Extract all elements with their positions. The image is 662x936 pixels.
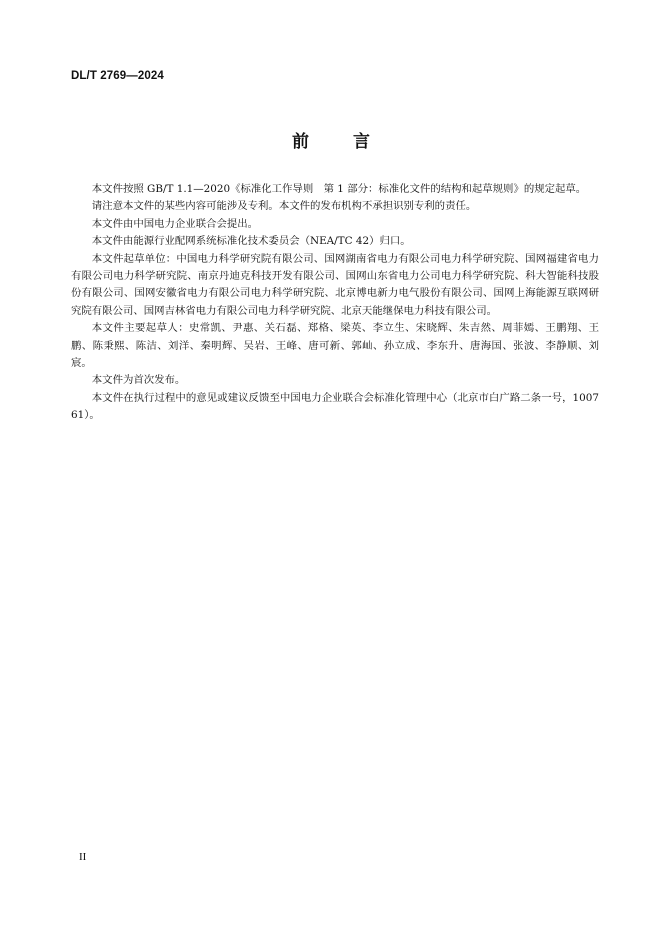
paragraph-drafting-organizations: 本文件起草单位：中国电力科学研究院有限公司、国网湖南省电力有限公司电力科学研究院、国网福建省电力有限公司电力科学研究院、南京丹迪克科技开发有限公司、国网山东省电力公司电力科学研究院、科大智能科技股份有限公司、国网安徽省电力有限公司电力科学研究院、北京博电新力电气股份有限公司、国网上海能源互联网研究院有限公司、国网吉林省电力有限公司电力科学研究院、北京天能继保电力科技有限公司。 xyxy=(71,252,599,317)
paragraph-drafting-rules: 本文件按照 GB/T 1.1—2020《标准化工作导则 第 1 部分：标准化文件的结构和起草规则》的规定起草。 xyxy=(91,183,587,195)
paragraph-first-release: 本文件为首次发布。 xyxy=(91,374,186,387)
page-title xyxy=(0,127,662,152)
paragraph-patent-notice: 请注意本文件的某些内容可能涉及专利。本文件的发布机构不承担识别专利的责任。 xyxy=(91,200,477,213)
page-number: II xyxy=(79,851,87,863)
title-char-2: 言 xyxy=(353,132,370,152)
title-char-1: 前 xyxy=(292,132,309,152)
paragraph-technical-committee: 本文件由能源行业配网系统标准化技术委员会（NEA/TC 42）归口。 xyxy=(91,235,411,248)
document-code: DL/T 2769—2024 xyxy=(71,70,164,82)
paragraph-feedback: 本文件在执行过程中的意见或建议反馈至中国电力企业联合会标准化管理中心（北京市白广路二条一号，100761）。 xyxy=(71,391,599,422)
paragraph-main-drafters: 本文件主要起草人：史常凯、尹惠、关石磊、郑格、梁英、李立生、宋晓辉、朱吉然、周菲嫣、王鹏翔、王鹏、陈秉熙、陈洁、刘洋、秦明辉、吴岩、王峰、唐可新、郭屾、孙立成、李东升、唐海国、张波、李静顺、刘宸。 xyxy=(71,322,599,370)
paragraph-proposer: 本文件由中国电力企业联合会提出。 xyxy=(91,217,259,230)
foreword-body xyxy=(71,181,599,425)
